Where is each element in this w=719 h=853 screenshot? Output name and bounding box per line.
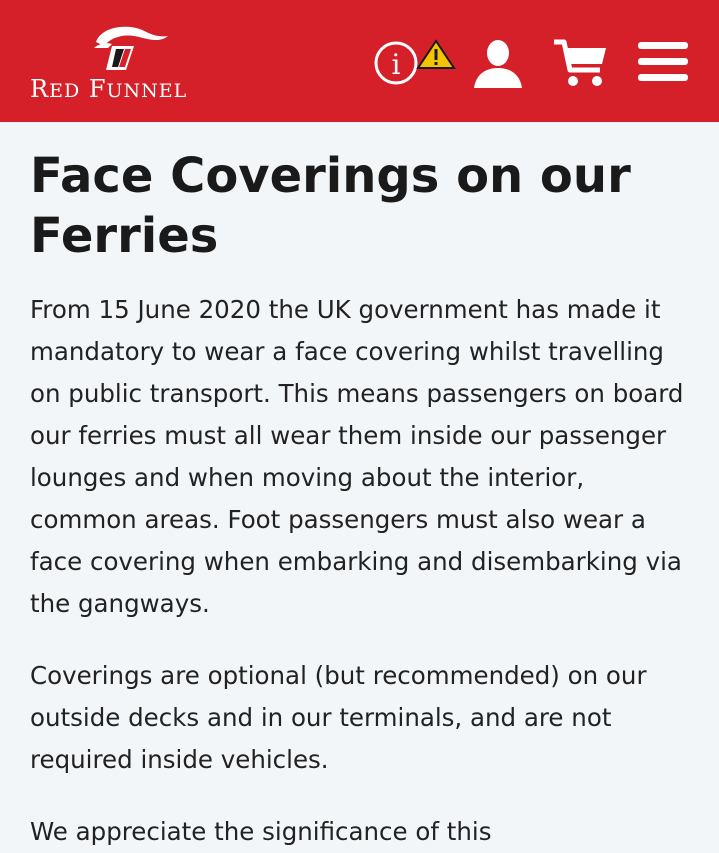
- brand-word-2-rest: UNNEL: [106, 80, 188, 102]
- info-icon: [376, 43, 416, 83]
- service-info-button[interactable]: [372, 38, 456, 88]
- warning-icon: [418, 41, 454, 68]
- red-funnel-logo[interactable]: [28, 20, 208, 104]
- brand-name: [30, 75, 187, 103]
- basket-button[interactable]: [552, 38, 610, 90]
- page-title: Face Coverings on our Ferries: [30, 148, 631, 264]
- svg-text:i: i: [391, 48, 401, 81]
- hamburger-menu-icon: [636, 40, 690, 84]
- article-paragraph-2: Coverings are optional (but recommended) on our outside decks and in our terminals, and are not required inside vehicles.: [30, 661, 647, 774]
- user-icon: [470, 38, 526, 90]
- brand-initial-f: F: [88, 75, 107, 103]
- article-content: [30, 146, 694, 853]
- article-paragraph-3: We appreciate the significance of this: [30, 817, 492, 846]
- brand-initial-r: R: [30, 75, 50, 103]
- cart-icon: [552, 38, 610, 90]
- brand-word-1-rest: ED: [49, 80, 81, 102]
- main-menu-button[interactable]: [636, 40, 690, 84]
- account-button[interactable]: [470, 38, 526, 90]
- article-paragraph-1: From 15 June 2020 the UK government has made it mandatory to wear a face covering whilst travelling on public transport. This means passengers on board our ferries must all wear them inside our passenger lounges and when moving about the interior, common areas. Foot passengers must also wear a face covering when embarking and disembarking via the gangways.: [30, 295, 684, 618]
- funnel-logo-icon: [88, 20, 178, 70]
- site-header: [0, 0, 719, 122]
